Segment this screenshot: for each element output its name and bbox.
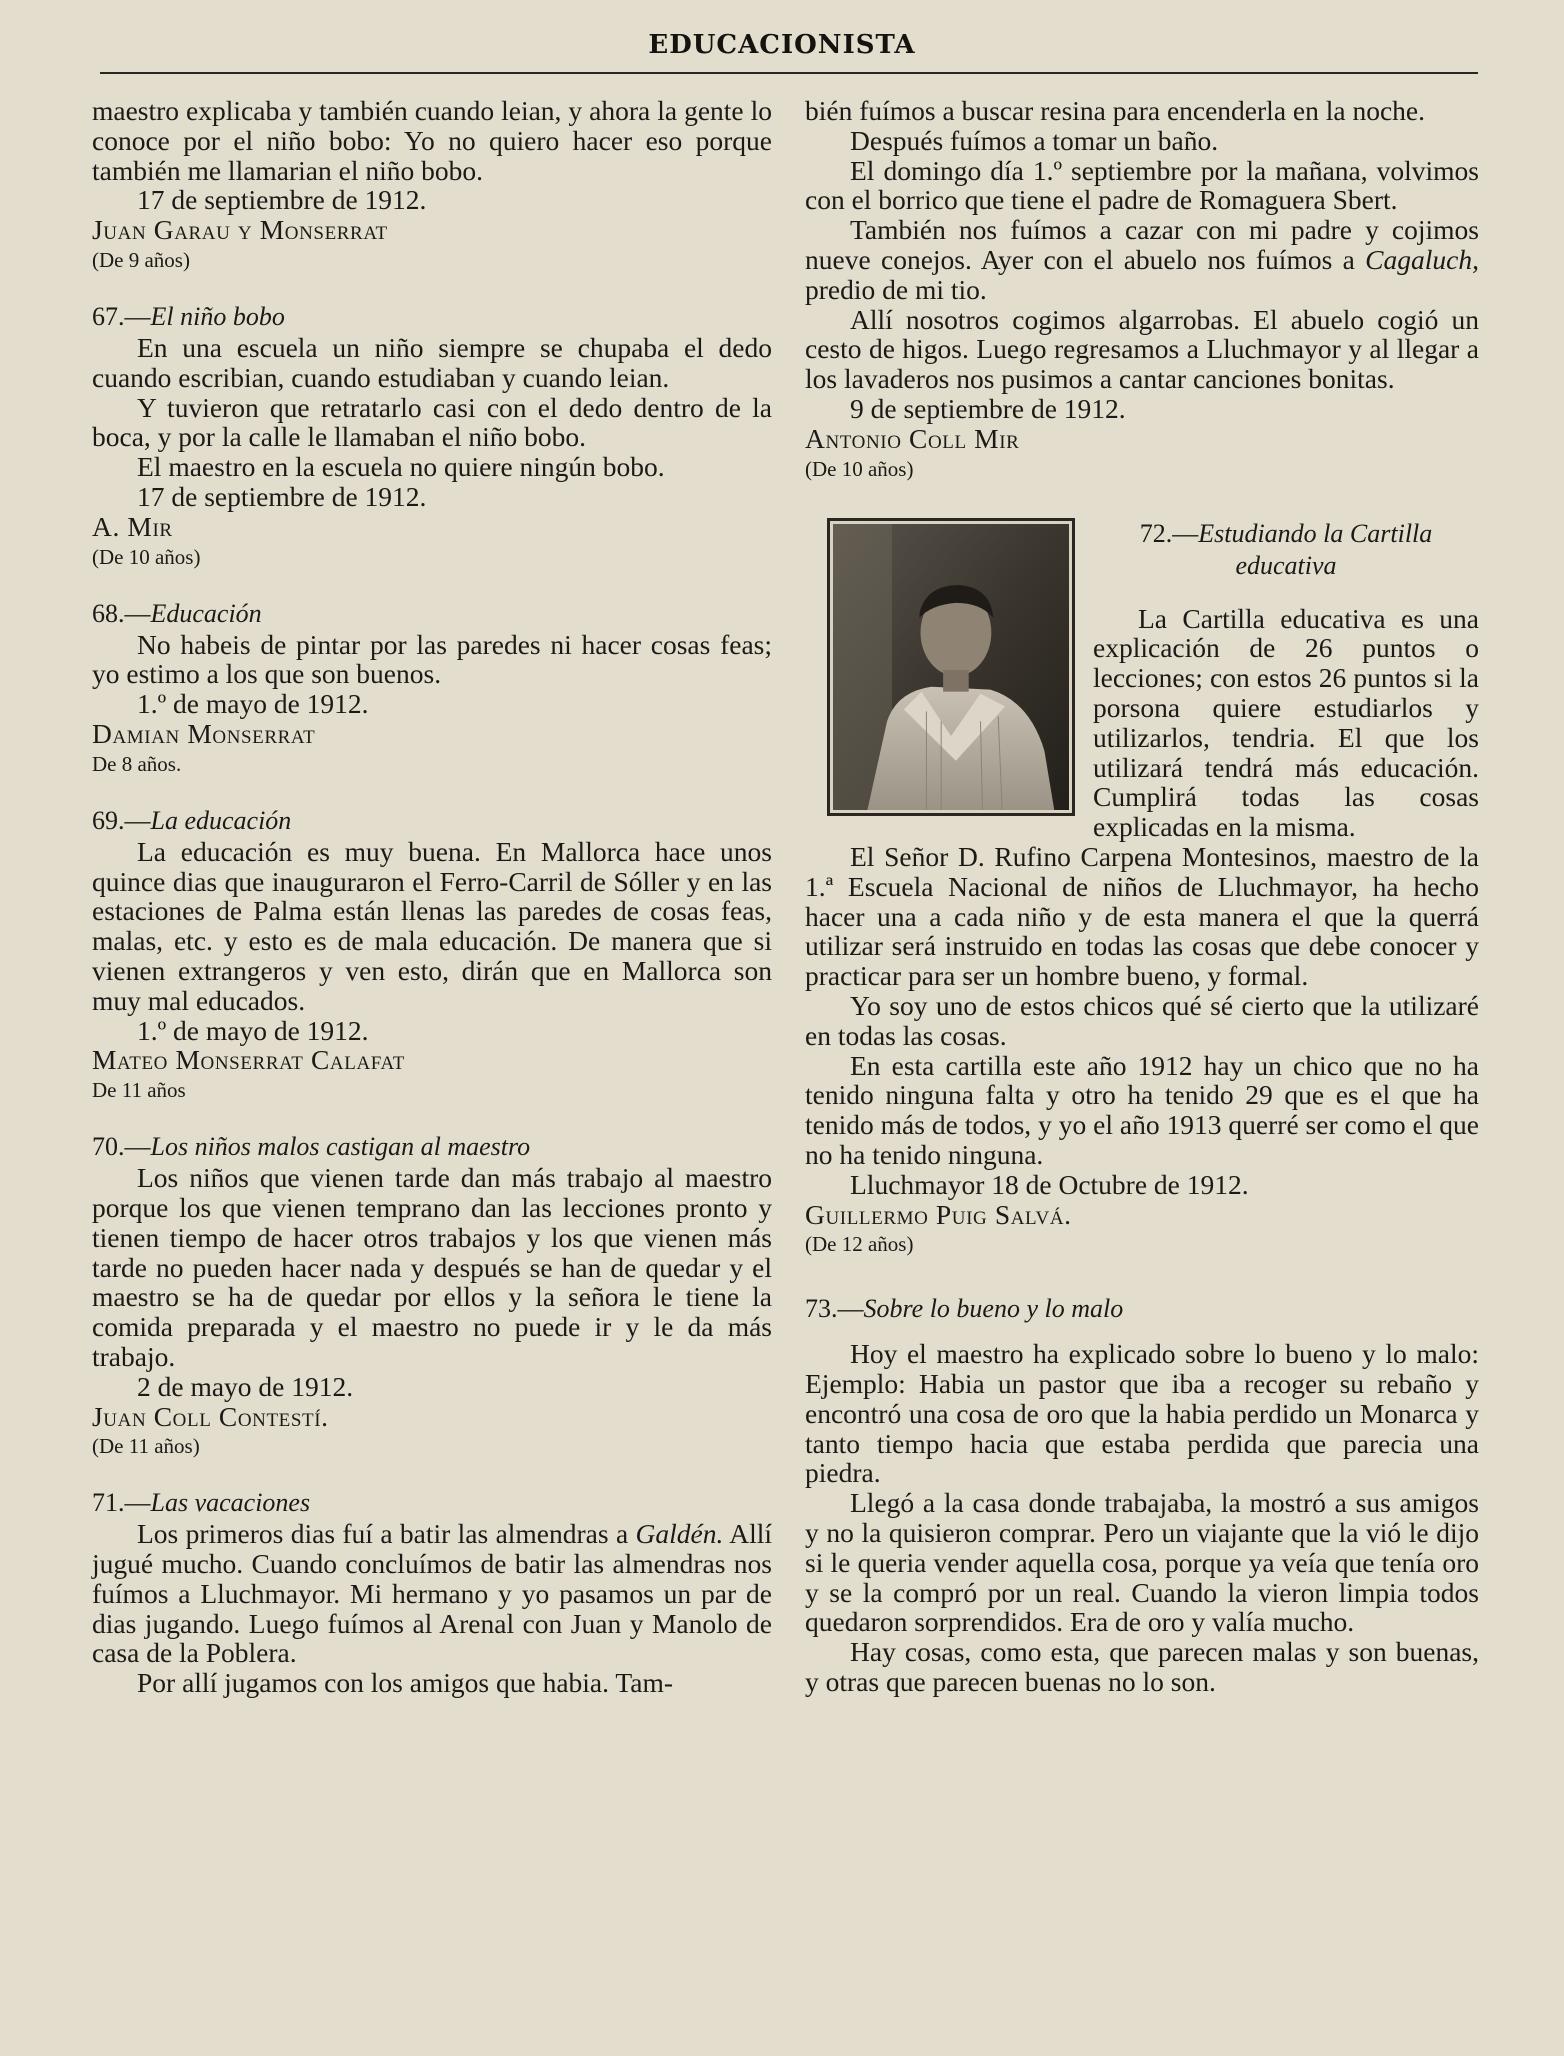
paragraph: Por allí jugamos con los amigos que habia. Tam- [137,1667,674,1699]
author-age: (De 10 años) [805,456,914,481]
date-line: 1.º de mayo de 1912. [137,1014,369,1046]
paragraph: La educación es muy buena. En Mallorca hace unos quince dias que inauguraron el Ferro-Carril de Sóller y en las estaciones de Palma están llenas las paredes de cosas feas, malas, etc. y esto es de mala educación. De manera que si vienen extrangeros y ven esto, dirán que en Mallorca son muy mal educados. [92,835,772,1016]
date-line: 9 de septiembre de 1912. [850,392,1126,424]
paragraph: Hoy el maestro ha explicado sobre lo bueno y lo malo: Ejemplo: Habia un pastor que iba a recoger su rebaño y encontró una cosa de oro que la habia perdido un Monarca y tanto tiempo hacia que estaba perdida que parecia una piedra. [805,1338,1479,1489]
paragraph: En esta cartilla este año 1912 hay un chico que no ha tenido ninguna falta y otro ha tenido 29 que es el que ha tenido más de todos, y yo el año 1913 querré ser como el que no ha tenido ninguna. [805,1049,1479,1170]
paragraph: El Señor D. Rufino Carpena Montesinos, maestro de la 1.ª Escuela Nacional de niños de Lluchmayor, ha hecho hacer una a cada niño y de esta manera el que la querrá utilizar será instruido en todas las cosas que debe conocer y practicar para ser un hombre bueno, y formal. [805,840,1479,992]
paragraph: Los niños que vienen tarde dan más trabajo al maestro porque los que vienen temprano dan las lecciones pronto y tienen tiempo de hacer otros trabajos y los que vienen más tarde no pueden hacer nada y después se han de quedar y el maestro se ha de quedar por ellos y la señora le tiene la comida preparada y el maestro no puede ir y le da más trabajo. [92,1162,772,1372]
author-age: (De 12 años) [805,1232,914,1257]
section-heading-72: 72.—Estudiando la Cartilla [1139,518,1433,548]
paragraph: La Cartilla educativa es una explicación de 26 puntos o lecciones; con estos 26 puntos si la porsona quiere estudiarlos y utilizarlos, tendria. El que los utilizará tendrá más educación. Cumplirá todas las cosas explicadas en la misma. [1093,602,1479,843]
header-rule [100,72,1478,74]
author-signature: Juan Garau y Monserrat [92,214,388,246]
author-signature: Juan Coll Contestí. [92,1400,329,1432]
author-age: (De 9 años) [92,247,190,272]
paragraph: Hay cosas, como esta, que parecen malas y son buenas, y otras que parecen buenas no lo son. [805,1636,1479,1698]
author-signature: Damian Monserrat [92,717,316,749]
paragraph: No habeis de pintar por las paredes ni hacer cosas feas; yo estimo a los que son buenos. [92,628,772,690]
paragraph: El maestro en la escuela no quiere ningún bobo. [137,451,665,483]
author-age: (De 11 años) [92,1434,200,1459]
paragraph: En una escuela un niño siempre se chupaba el dedo cuando escribian, cuando estudiaban y cuando leian. [92,331,772,393]
author-signature: Guillermo Puig Salvá. [805,1198,1072,1230]
author-age: De 11 años [92,1078,186,1103]
running-header: EDUCACIONISTA [648,30,916,60]
left-column [92,96,772,1698]
section-heading-70: 70.—Los niños malos castigan al maestro [92,1132,531,1162]
paragraph: Y tuvieron que retratarlo casi con el dedo dentro de la boca, y por la calle le llamaban el niño bobo. [92,391,772,453]
paragraph: bién fuímos a buscar resina para encenderla en la noche. [805,95,1425,126]
section-heading-73: 73.—Sobre lo bueno y lo malo [805,1294,1124,1324]
paragraph: Llegó a la casa donde trabajaba, la mostró a sus amigos y no la quisieron comprar. Pero un viajante que la vió le dijo si le queria vender aquella cosa, porque ya veía que tenía oro y se la compró por un real. Cuando la vieron limpia todos quedaron sorprendidos. Era de oro y valía mucho. [805,1487,1479,1638]
date-line: 17 de septiembre de 1912. [137,480,427,512]
date-line: 2 de mayo de 1912. [137,1370,354,1402]
author-age: (De 10 años) [92,544,201,569]
section-heading-67: 67.—El niño bobo [92,301,285,331]
paragraph: El domingo día 1.º septiembre por la mañana, volvimos con el borrico que tiene el padre de Romaguera Sbert. [805,154,1479,216]
author-signature: Antonio Coll Mir [805,422,1020,454]
paragraph: Allí nosotros cogimos algarrobas. El abuelo cogió un cesto de higos. Luego regresamos a Lluchmayor y al llegar a los lavaderos nos pusimos a cantar canciones bonitas. [805,303,1479,395]
paragraph: maestro explicaba y también cuando leian, y ahora la gente lo conoce por el niño bobo: Yo no quiero hacer eso porque también me llamarian el niño bobo. [92,95,772,186]
section-heading-68: 68.—Educación [92,598,262,628]
date-line: 1.º de mayo de 1912. [137,688,369,720]
date-line: 17 de septiembre de 1912. [137,184,427,216]
paragraph: También nos fuímos a cazar con mi padre y cojimos nueve conejos. Ayer con el abuelo nos fuímos a Cagaluch, predio de mi tio. [805,214,1479,305]
author-age: De 8 años. [92,751,182,776]
author-signature: Mateo Monserrat Calafat [92,1044,405,1076]
section-heading-72-cont: educativa [1235,550,1337,580]
boy-photograph [833,524,1069,810]
section-heading-71: 71.—Las vacaciones [92,1488,311,1518]
date-line: Lluchmayor 18 de Octubre de 1912. [850,1168,1249,1200]
paragraph: Los primeros dias fuí a batir las almendras a Galdén. Allí jugué mucho. Cuando concluímos de batir las almendras nos fuímos a Lluchmayor. Mi hermano y yo pasamos un par de dias jugando. Luego fuímos al Arenal con Juan y Manolo de casa de la Poblera. [92,1518,773,1669]
photo-frame [827,518,1075,816]
section-heading-69: 69.—La educación [92,805,292,835]
paragraph: Yo soy uno de estos chicos qué sé cierto que la utilizaré en todas las cosas. [805,989,1479,1051]
paragraph: Después fuímos a tomar un baño. [850,124,1219,156]
author-signature: A. Mir [92,510,173,542]
right-column [805,96,1479,1697]
